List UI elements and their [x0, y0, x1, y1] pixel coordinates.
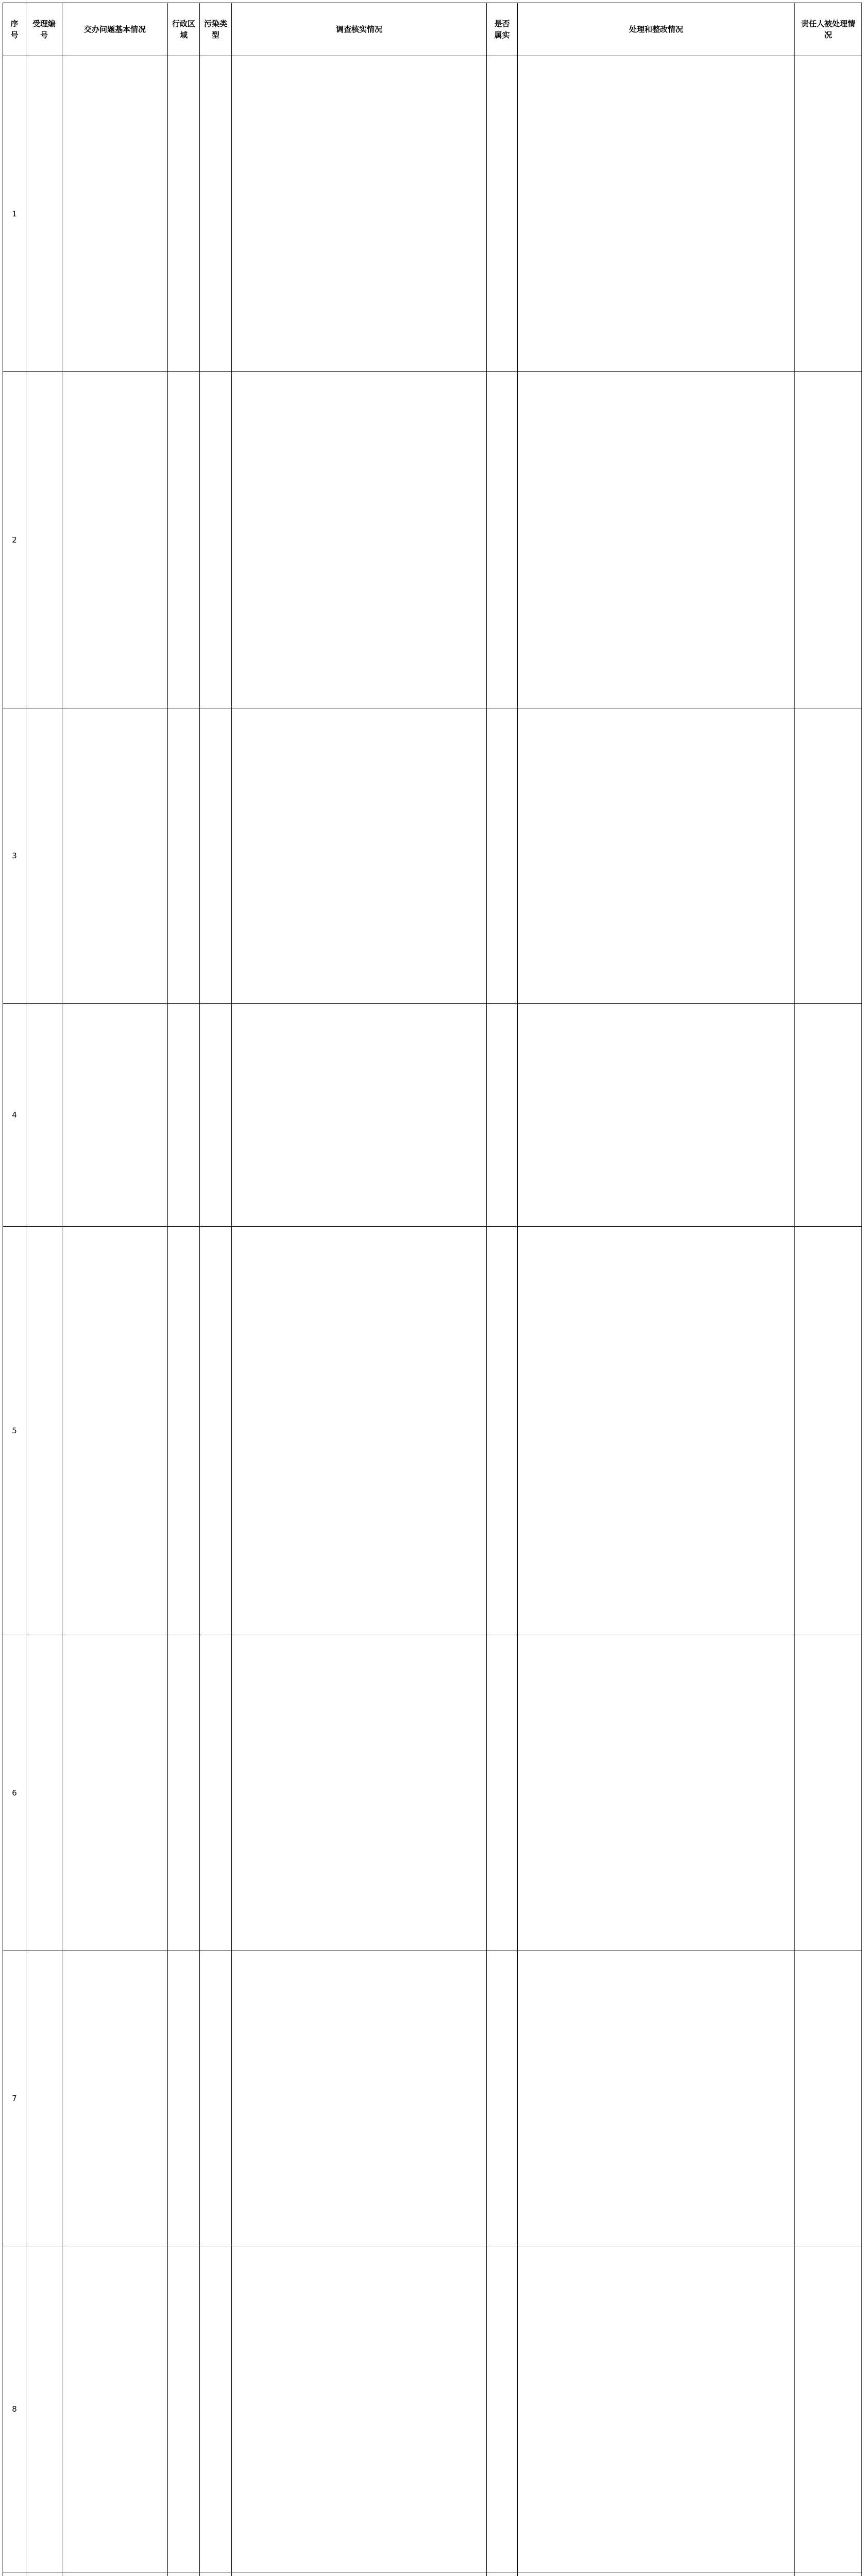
row-issue [62, 2246, 168, 2572]
row-no [3, 2572, 26, 2576]
row-verified [487, 56, 518, 372]
row-investigation [232, 56, 487, 372]
row-investigation [232, 2246, 487, 2572]
row-investigation [232, 1227, 487, 1635]
row-issue [62, 1227, 168, 1635]
header-verified: 是否属实 [487, 3, 518, 56]
row-type [200, 708, 232, 1004]
row-type [200, 1951, 232, 2246]
row-issue [62, 2572, 168, 2576]
row-issue [62, 56, 168, 372]
row-verified [487, 1004, 518, 1227]
row-handling [518, 2246, 795, 2572]
row-handling [518, 372, 795, 708]
row-id [26, 708, 62, 1004]
row-no: 6 [3, 1635, 26, 1951]
row-handling [518, 1635, 795, 1951]
row-verified [487, 372, 518, 708]
row-no: 7 [3, 1951, 26, 2246]
row-investigation [232, 708, 487, 1004]
row-region [168, 1635, 200, 1951]
row-region [168, 2246, 200, 2572]
row-accountability [795, 1635, 862, 1951]
header-no: 序号 [3, 3, 26, 56]
row-issue [62, 1635, 168, 1951]
table-row [3, 1951, 862, 2246]
row-investigation [232, 372, 487, 708]
row-accountability [795, 56, 862, 372]
row-no: 2 [3, 372, 26, 708]
row-region [168, 1227, 200, 1635]
row-investigation [232, 1635, 487, 1951]
row-id [26, 56, 62, 372]
row-no: 5 [3, 1227, 26, 1635]
row-type [200, 56, 232, 372]
row-handling [518, 1004, 795, 1227]
row-region [168, 1951, 200, 2246]
table-row [3, 1635, 862, 1951]
row-region [168, 2572, 200, 2576]
row-region [168, 708, 200, 1004]
row-id [26, 1227, 62, 1635]
row-region [168, 56, 200, 372]
header-region: 行政区域 [168, 3, 200, 56]
row-handling [518, 1227, 795, 1635]
complaint-table [3, 3, 862, 2576]
row-accountability [795, 372, 862, 708]
row-id [26, 1004, 62, 1227]
header-investigation: 调查核实情况 [232, 3, 487, 56]
row-verified [487, 2246, 518, 2572]
row-region [168, 1004, 200, 1227]
header-row [3, 3, 862, 56]
row-accountability [795, 2572, 862, 2576]
row-verified [487, 1227, 518, 1635]
table-row [3, 2246, 862, 2572]
row-accountability [795, 2246, 862, 2572]
table-row [3, 708, 862, 1004]
row-accountability [795, 1951, 862, 2246]
row-handling [518, 1951, 795, 2246]
row-type [200, 2572, 232, 2576]
row-id [26, 1951, 62, 2246]
row-accountability [795, 708, 862, 1004]
row-verified [487, 708, 518, 1004]
table-row [3, 1004, 862, 1227]
row-verified [487, 1635, 518, 1951]
row-issue [62, 1951, 168, 2246]
row-investigation [232, 2572, 487, 2576]
row-type [200, 2246, 232, 2572]
table-row [3, 372, 862, 708]
row-type [200, 1227, 232, 1635]
row-issue [62, 372, 168, 708]
row-region [168, 372, 200, 708]
header-issue: 交办问题基本情况 [62, 3, 168, 56]
row-no: 1 [3, 56, 26, 372]
row-id [26, 2572, 62, 2576]
row-accountability [795, 1227, 862, 1635]
row-type [200, 372, 232, 708]
row-no: 3 [3, 708, 26, 1004]
row-issue [62, 1004, 168, 1227]
table-row [3, 56, 862, 372]
header-accountability: 责任人被处理情况 [795, 3, 862, 56]
row-issue [62, 708, 168, 1004]
table-row [3, 1227, 862, 1635]
row-type [200, 1635, 232, 1951]
row-investigation [232, 1951, 487, 2246]
row-id [26, 1635, 62, 1951]
row-accountability [795, 1004, 862, 1227]
row-id [26, 2246, 62, 2572]
row-handling [518, 56, 795, 372]
row-handling [518, 708, 795, 1004]
row-type [200, 1004, 232, 1227]
header-type: 污染类型 [200, 3, 232, 56]
header-handling: 处理和整改情况 [518, 3, 795, 56]
row-verified [487, 1951, 518, 2246]
row-investigation [232, 1004, 487, 1227]
header-id: 受理编号 [26, 3, 62, 56]
row-handling [518, 2572, 795, 2576]
row-no: 8 [3, 2246, 26, 2572]
row-no: 4 [3, 1004, 26, 1227]
table-row [3, 2572, 862, 2576]
row-verified [487, 2572, 518, 2576]
row-id [26, 372, 62, 708]
